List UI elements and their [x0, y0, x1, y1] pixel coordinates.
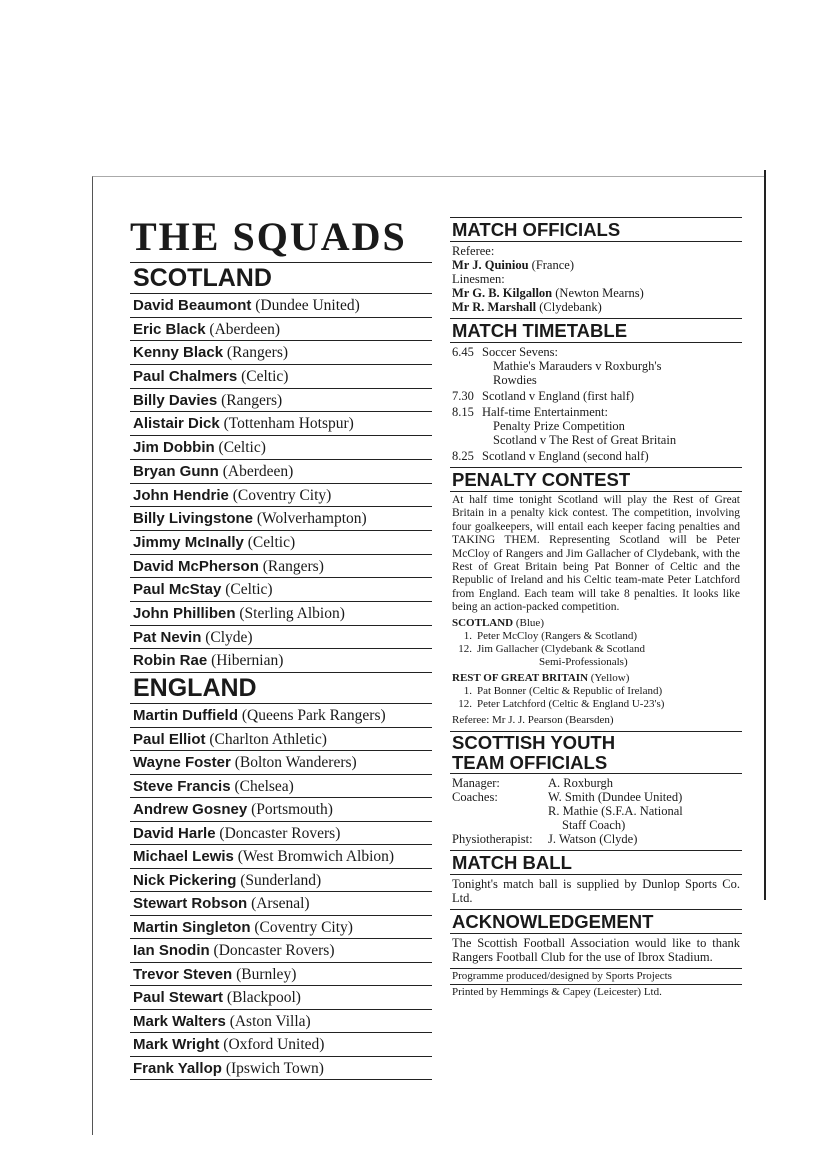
referee-line	[452, 258, 740, 272]
england-player-row	[130, 892, 432, 916]
referee-label: Referee:	[452, 244, 495, 258]
keeper-line: Pat Bonner (Celtic & Republic of Ireland)	[477, 684, 663, 697]
player-name: Paul Stewart	[133, 989, 224, 1006]
match-timetable-section	[450, 343, 742, 467]
official-names	[548, 776, 613, 790]
player-club: (Clyde)	[201, 628, 253, 646]
scotland-player-row	[130, 294, 432, 318]
scotland-player-row	[130, 555, 432, 579]
player-name: Billy Davies	[133, 391, 218, 409]
page-fold-edge	[764, 170, 766, 900]
penalty-rest-colour: (Yellow)	[590, 671, 630, 684]
timetable-event-line: Scotland v England (second half)	[482, 449, 649, 463]
player-name: Martin Singleton	[133, 918, 251, 936]
referee-name: Mr J. Quiniou	[452, 258, 529, 272]
official-name-line: J. Watson (Clyde)	[548, 831, 638, 846]
england-player-row	[130, 939, 432, 963]
player-club: (Aberdeen)	[218, 462, 294, 480]
player-club: (Celtic)	[243, 533, 296, 551]
penalty-referee: Referee: Mr J. J. Pearson (Bearsden)	[452, 713, 614, 726]
official-names	[548, 790, 683, 832]
player-club: (Aston Villa)	[225, 1012, 311, 1030]
player-club: (Coventry City)	[228, 486, 332, 504]
penalty-keeper-row	[452, 685, 740, 698]
scotland-heading: SCOTLAND	[130, 263, 432, 294]
footer-produced: Programme produced/designed by Sports Projects	[450, 968, 742, 984]
player-club: (Rangers)	[258, 557, 324, 575]
linesman-1-place: (Newton Mearns)	[555, 286, 644, 300]
player-name: David Harle	[133, 824, 216, 842]
player-club: (Arsenal)	[247, 895, 310, 912]
match-ball-text: Tonight's match ball is supplied by Dunlop Sports Co. Ltd.	[452, 876, 740, 905]
penalty-scotland-players	[452, 630, 740, 669]
match-officials-heading: MATCH OFFICIALS	[450, 217, 742, 242]
player-name: Stewart Robson	[133, 895, 248, 912]
match-ball-heading: MATCH BALL	[450, 850, 742, 875]
player-name: Paul Chalmers	[133, 368, 238, 386]
scotland-player-row	[130, 436, 432, 460]
player-club: (Wolverhampton)	[253, 510, 367, 528]
penalty-contest-heading: PENALTY CONTEST	[450, 467, 742, 492]
timetable-event-line: Scotland v The Rest of Great Britain	[493, 433, 677, 447]
player-club: (Chelsea)	[230, 777, 294, 795]
match-timetable-heading: MATCH TIMETABLE	[450, 318, 742, 343]
scotland-player-list	[130, 294, 432, 673]
keeper-number: 1.	[463, 684, 472, 697]
timetable-row	[452, 405, 740, 447]
player-name: Robin Rae	[133, 652, 208, 670]
youth-officials-section	[450, 774, 742, 850]
england-player-row	[130, 986, 432, 1010]
youth-official-row	[452, 790, 740, 832]
player-club: (Doncaster Rovers)	[215, 824, 341, 842]
england-player-row	[130, 775, 432, 799]
player-club: (Blackpool)	[223, 989, 301, 1006]
youth-heading-line-2: TEAM OFFICIALS	[452, 751, 608, 773]
player-club: (Bolton Wanderers)	[230, 754, 357, 771]
timetable-event-line: Penalty Prize Competition	[493, 419, 625, 433]
player-club: (Portsmouth)	[247, 801, 333, 818]
linesman-2	[452, 300, 740, 314]
england-player-row	[130, 822, 432, 846]
penalty-rest-team	[452, 672, 740, 685]
keeper-number: 12.	[458, 697, 472, 710]
player-club: (Tottenham Hotspur)	[219, 415, 354, 433]
scotland-player-row	[130, 341, 432, 365]
penalty-keeper-row	[452, 698, 740, 711]
player-name: Mark Wright	[133, 1036, 220, 1053]
player-name: Jimmy McInally	[133, 533, 244, 551]
keeper-details	[477, 630, 637, 643]
penalty-keeper-row	[452, 643, 740, 669]
player-club: (Queens Park Rangers)	[238, 707, 386, 724]
player-name: Jim Dobbin	[133, 439, 215, 457]
youth-heading-line-1: SCOTTISH YOUTH	[452, 731, 616, 753]
player-club: (Rangers)	[217, 391, 283, 409]
scotland-player-row	[130, 389, 432, 413]
acknowledgement-text: The Scottish Football Association would like to thank Rangers Football Club for the use of Ibrox Stadium.	[452, 935, 740, 964]
timetable-time: 8.25	[452, 449, 474, 463]
player-club: (Charlton Athletic)	[205, 730, 327, 748]
player-club: (Oxford United)	[219, 1036, 325, 1053]
timetable-event	[482, 449, 649, 463]
keeper-number: 12.	[458, 642, 472, 655]
official-role: Coaches:	[452, 789, 498, 804]
keeper-line: Jim Gallacher (Clydebank & Scotland	[477, 642, 646, 655]
timetable-event	[482, 405, 676, 447]
player-name: Paul McStay	[133, 581, 222, 599]
england-player-row	[130, 704, 432, 728]
player-name: Wayne Foster	[133, 754, 231, 771]
player-name: Ian Snodin	[133, 942, 210, 959]
player-name: Alistair Dick	[133, 415, 220, 433]
player-club: (Ipswich Town)	[221, 1059, 324, 1077]
penalty-scotland-colour: (Blue)	[515, 616, 544, 629]
scotland-player-row	[130, 412, 432, 436]
player-club: (Celtic)	[221, 581, 273, 599]
england-player-row	[130, 798, 432, 822]
player-name: David Beaumont	[133, 297, 252, 314]
scotland-player-row	[130, 649, 432, 673]
linesmen-label: Linesmen:	[452, 272, 505, 286]
penalty-scotland-label: SCOTLAND	[452, 616, 514, 629]
player-club: (Coventry City)	[250, 918, 353, 936]
player-name: Trevor Steven	[133, 965, 233, 983]
official-name-line: Staff Coach)	[562, 817, 626, 832]
scotland-player-row	[130, 460, 432, 484]
player-name: Paul Elliot	[133, 730, 206, 748]
player-name: Martin Duffield	[133, 707, 238, 724]
penalty-rest-label: REST OF GREAT BRITAIN	[452, 671, 589, 684]
penalty-keeper-row	[452, 630, 740, 643]
keeper-details	[477, 643, 645, 669]
player-club: (Doncaster Rovers)	[209, 942, 335, 959]
player-club: (Celtic)	[214, 439, 266, 457]
scotland-player-row	[130, 578, 432, 602]
player-name: Billy Livingstone	[133, 510, 254, 528]
timetable-event	[482, 345, 662, 387]
england-player-row	[130, 1057, 432, 1081]
linesman-1	[452, 286, 740, 300]
player-name: Pat Nevin	[133, 628, 202, 646]
england-player-row	[130, 963, 432, 987]
timetable-event-line: Soccer Sevens:	[482, 345, 559, 359]
official-role: Manager:	[452, 775, 500, 790]
england-player-row	[130, 869, 432, 893]
player-name: Bryan Gunn	[133, 462, 219, 480]
keeper-number: 1.	[463, 629, 472, 642]
keeper-line: Semi-Professionals)	[539, 655, 628, 668]
timetable-event	[482, 389, 634, 403]
player-name: Mark Walters	[133, 1012, 226, 1030]
timetable-time: 6.45	[452, 345, 474, 359]
player-name: John Philliben	[133, 604, 236, 622]
acknowledgement-heading: ACKNOWLEDGEMENT	[450, 909, 742, 934]
player-club: (Rangers)	[223, 344, 289, 362]
penalty-rest-players	[452, 685, 740, 711]
scotland-player-row	[130, 602, 432, 626]
penalty-scotland-team	[452, 617, 740, 630]
timetable-event-line: Half-time Entertainment:	[482, 405, 608, 419]
linesman-1-name: Mr G. B. Kilgallon	[452, 286, 553, 300]
player-name: Kenny Black	[133, 344, 224, 362]
scotland-player-row	[130, 507, 432, 531]
youth-officials-heading	[450, 731, 742, 774]
player-name: Michael Lewis	[133, 848, 234, 865]
england-player-row	[130, 728, 432, 752]
england-heading: ENGLAND	[130, 673, 432, 704]
player-club: (Dundee United)	[251, 297, 360, 314]
timetable-row	[452, 449, 740, 463]
england-player-row	[130, 845, 432, 869]
youth-official-row	[452, 776, 740, 790]
player-name: David McPherson	[133, 557, 259, 575]
official-name-line: W. Smith (Dundee United)	[548, 789, 683, 804]
england-player-row	[130, 916, 432, 940]
match-officials-section	[450, 242, 742, 318]
squads-column	[130, 212, 432, 1080]
linesman-2-name: Mr R. Marshall	[452, 300, 537, 314]
player-name: John Hendrie	[133, 486, 229, 504]
official-name-line: R. Mathie (S.F.A. National	[548, 803, 683, 818]
timetable-row	[452, 345, 740, 387]
page-title: THE SQUADS	[130, 214, 407, 259]
keeper-details	[477, 698, 664, 711]
penalty-contest-text: At half time tonight Scotland will play the Rest of Great Britain in a penalty kick contest. The competition, involving four goalkeepers, will entail each keeper facing penalties and TAKING THEM. Representing Scotland will be Peter McCloy of Rangers and Jim Gallacher of Clydebank, with the Rest of Great Britain being Pat Bonner of Celtic and the Republic of Ireland and his Celtic team-mate Peter Latchford from England. Each team will take 8 penalties. It looks like being an action-packed competition.	[452, 494, 740, 614]
timetable-event-line: Scotland v England (first half)	[482, 389, 635, 403]
player-club: (Burnley)	[232, 965, 297, 983]
official-name-line: A. Roxburgh	[548, 775, 614, 790]
player-club: (Hibernian)	[207, 652, 284, 670]
player-name: Frank Yallop	[133, 1059, 222, 1077]
scotland-player-row	[130, 318, 432, 342]
player-name: Steve Francis	[133, 777, 231, 795]
penalty-contest-section	[450, 492, 742, 731]
footer-printed: Printed by Hemmings & Capey (Leicester) Ltd.	[450, 984, 742, 1000]
keeper-line: Peter Latchford (Celtic & England U-23's)	[477, 697, 665, 710]
timetable-time: 8.15	[452, 405, 474, 419]
england-player-row	[130, 1010, 432, 1034]
england-player-row	[130, 751, 432, 775]
player-name: Eric Black	[133, 320, 206, 338]
timetable-event-line: Rowdies	[493, 373, 537, 387]
player-name: Nick Pickering	[133, 871, 237, 889]
info-column	[450, 217, 742, 1000]
referee-country: (France)	[531, 258, 574, 272]
player-club: (Sterling Albion)	[235, 604, 345, 622]
player-club: (Celtic)	[237, 368, 289, 386]
linesman-2-place: (Clydebank)	[539, 300, 602, 314]
timetable-time: 7.30	[452, 389, 474, 403]
player-club: (Sunderland)	[236, 871, 322, 889]
england-player-row	[130, 1033, 432, 1057]
keeper-details	[477, 685, 662, 698]
scotland-player-row	[130, 626, 432, 650]
official-role: Physiotherapist:	[452, 831, 533, 846]
keeper-line: Peter McCloy (Rangers & Scotland)	[477, 629, 638, 642]
player-name: Andrew Gosney	[133, 801, 248, 818]
timetable-event-line: Mathie's Marauders v Roxburgh's	[493, 359, 662, 373]
england-player-list	[130, 704, 432, 1080]
scotland-player-row	[130, 531, 432, 555]
timetable-row	[452, 389, 740, 403]
player-club: (Aberdeen)	[205, 320, 280, 338]
youth-official-row	[452, 832, 740, 846]
official-names	[548, 832, 637, 846]
player-club: (West Bromwich Albion)	[233, 848, 395, 865]
scotland-player-row	[130, 484, 432, 508]
scotland-player-row	[130, 365, 432, 389]
